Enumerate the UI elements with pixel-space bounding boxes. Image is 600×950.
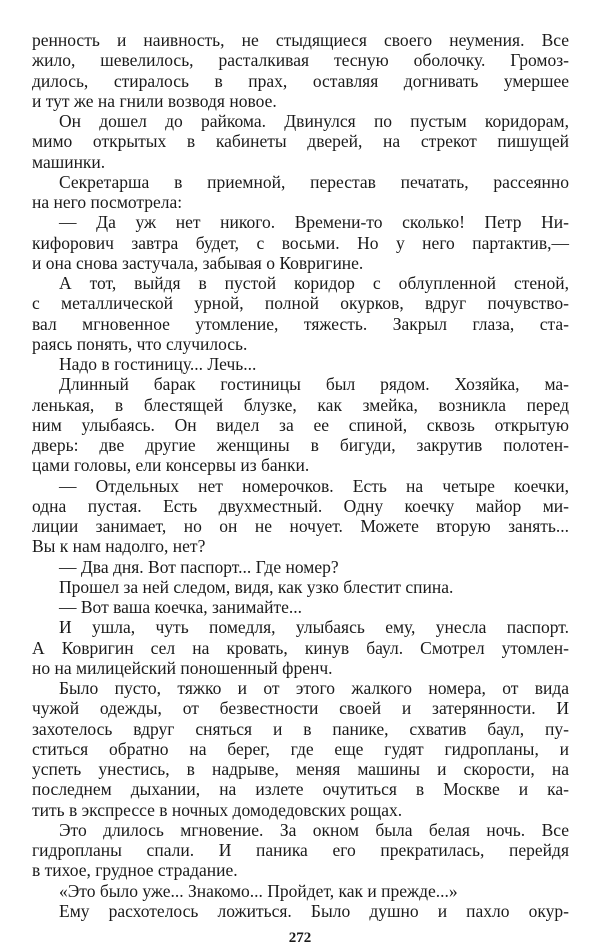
text-line: цами головы, ели консервы из банки. bbox=[32, 455, 310, 476]
text-line: Вы к нам надолго, нет? bbox=[32, 536, 206, 557]
text-line: захотелось вдруг сняться и в панике, схватив баул, пу- bbox=[32, 718, 569, 739]
paragraph bbox=[32, 881, 569, 901]
text-line: с металлической урной, полной окурков, вдруг почувство- bbox=[32, 293, 569, 314]
text-line: И ушла, чуть помедля, улыбаясь ему, унесла паспорт. bbox=[59, 617, 569, 638]
text-line: на него посмотрела: bbox=[32, 192, 183, 212]
text-line: успеть унестись, в надрыве, меняя машины и скорости, на bbox=[32, 759, 569, 779]
paragraph bbox=[32, 30, 569, 111]
text-line: кифорович завтра будет, с восьми. Но у него партактив,— bbox=[32, 232, 569, 253]
paragraph bbox=[32, 111, 569, 172]
text-line: дверь: две другие женщины в бигуди, закрутив полотен- bbox=[32, 435, 569, 455]
text-line: чужой одежды, от безвестности своей и затерянности. И bbox=[32, 698, 569, 719]
text-line: ним улыбаясь. Он видел за ее спиной, сквозь открытую bbox=[32, 414, 569, 435]
paragraph bbox=[32, 212, 569, 273]
text-line: Было пусто, тяжко и от этого жалкого номера, от вида bbox=[59, 678, 569, 698]
text-line: А тот, выйдя в пустой коридор с облупленной стеной, bbox=[59, 273, 569, 293]
paragraph bbox=[32, 354, 569, 374]
paragraph bbox=[32, 374, 569, 475]
text-line: раясь понять, что случилось. bbox=[32, 333, 248, 354]
paragraph bbox=[32, 597, 569, 617]
text-line: Прошел за ней следом, видя, как узко блестит спина. bbox=[59, 576, 454, 597]
text-line: тить в экспрессе в ночных домодедовских рощах. bbox=[32, 799, 403, 820]
text-line: — Два дня. Вот паспорт... Где номер? bbox=[59, 556, 339, 577]
text-line: в тихое, грудное страдание. bbox=[32, 860, 238, 881]
text-line: мимо открытых в кабинеты дверей, на стрекот пишущей bbox=[32, 131, 569, 152]
paragraph bbox=[32, 901, 569, 921]
text-line: ренность и наивность, не стыдящиеся своего неумения. Все bbox=[32, 30, 569, 50]
text-line: Длинный барак гостиницы был рядом. Хозяйка, ма- bbox=[59, 374, 569, 395]
text-line: «Это было уже... Знакомо... Пройдет, как и прежде...» bbox=[59, 880, 458, 901]
text-line: Надо в гостиницу... Лечь... bbox=[59, 354, 257, 374]
text-line: ленькая, в блестящей блузке, как змейка, возникла перед bbox=[32, 394, 569, 415]
text-line: последнем дыхании, на излете очутиться в Москве и ка- bbox=[32, 779, 569, 800]
text-line: дилось, стиралось в прах, оставляя догнивать умершее bbox=[32, 70, 569, 91]
text-line: вал мгновенное утомление, тяжесть. Закрыл глаза, ста- bbox=[32, 313, 569, 334]
text-line: жило, шевелилось, расталкивая тесную оболочку. Громоз- bbox=[32, 50, 569, 71]
page-number: 272 bbox=[288, 930, 312, 946]
text-line: но на милицейский поношенный френч. bbox=[32, 657, 333, 678]
paragraph bbox=[32, 617, 569, 678]
text-line: и тут же на гнили возводя новое. bbox=[32, 90, 277, 111]
book-page-text bbox=[32, 30, 569, 921]
paragraph bbox=[32, 577, 569, 597]
text-line: Секретарша в приемной, перестав печатать, рассеянно bbox=[59, 171, 569, 192]
text-line: машинки. bbox=[32, 151, 106, 172]
text-line: гидропланы спали. И паника его прекратилась, перейдя bbox=[32, 840, 569, 860]
text-line: Он дошел до райкома. Двинулся по пустым коридорам, bbox=[59, 111, 569, 131]
text-line: ститься обратно на берег, где еще гудят гидропланы, и bbox=[32, 738, 569, 759]
paragraph bbox=[32, 678, 569, 820]
paragraph bbox=[32, 557, 569, 577]
text-line: А Ковригин сел на кровать, кинув баул. Смотрел утомлен- bbox=[32, 637, 569, 658]
text-line: — Да уж нет никого. Времени-то сколько! Петр Ни- bbox=[59, 212, 569, 233]
paragraph bbox=[32, 172, 569, 213]
text-line: — Вот ваша коечка, занимайте... bbox=[59, 597, 303, 617]
text-line: — Отдельных нет номерочков. Есть на четыре коечки, bbox=[59, 475, 569, 496]
paragraph bbox=[32, 273, 569, 354]
text-line: и она снова застучала, забывая о Ковригине. bbox=[32, 252, 364, 273]
paragraph bbox=[32, 820, 569, 881]
text-line: Это длилось мгновение. За окном была белая ночь. Все bbox=[59, 819, 569, 840]
paragraph bbox=[32, 476, 569, 557]
text-line: одна пустая. Есть двухместный. Одну коечку майор ми- bbox=[32, 495, 569, 516]
text-line: лиции занимает, но он не ночует. Можете вторую занять... bbox=[32, 516, 569, 536]
text-line: Ему расхотелось ложиться. Было душно и пахло окур- bbox=[59, 900, 569, 921]
